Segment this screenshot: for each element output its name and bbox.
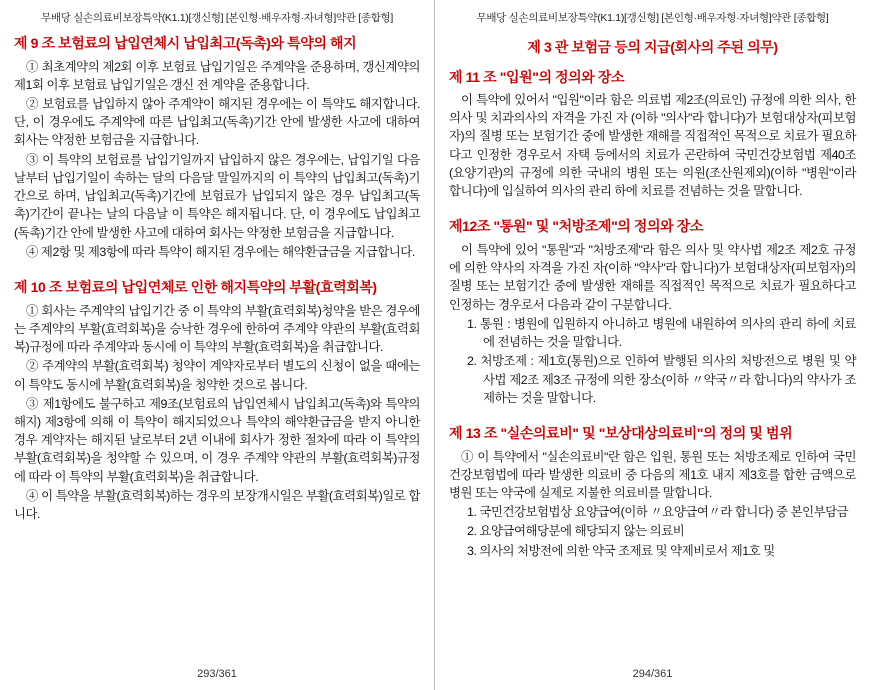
chapter-title: 제 3 관 보험금 등의 지급(회사의 주된 의무) bbox=[527, 39, 778, 55]
paragraph: ① 회사는 주계약의 납입기간 중 이 특약의 부활(효력회복)청약을 받은 경우에는 주계약의 부활(효력회복)을 승낙한 경우에 한하여 주계약 약관의 부활(효력회복)규정에 따라 주계약과 동시에 이 특약의 부활(효력회복)을 취급합니다. bbox=[14, 303, 420, 355]
section-article-11 bbox=[449, 69, 856, 201]
paragraph: ④ 제2항 및 제3항에 따라 특약이 해지된 경우에는 해약환급금을 지급합니다. bbox=[26, 244, 415, 259]
spacer bbox=[449, 409, 856, 415]
page-number-left: 293/361 bbox=[197, 668, 237, 680]
paragraph: ③ 제1항에도 불구하고 제9조(보험료의 납입연체시 납입최고(독촉)와 특약의 해지) 제3항에 의해 이 특약이 해지되었으나 특약의 해약환급금을 받지 아니한 경우 계약자는 해지된 날로부터 2년 이내에 회사가 정한 절차에 따라 이 특약의 부활(효력회복)을 청약할 수 있으며, 이 경우 주계약 약관의 부활(효력회복)규정에 따라 이 특약의 부활(효력회복)을 취급합니다. bbox=[14, 396, 420, 484]
paragraph: ① 최초계약의 제2회 이후 보험료 납입기일은 주계약을 준용하며, 갱신계약의 제1회 이후 보험료 납입기일은 갱신 전 계약을 준용합니다. bbox=[14, 59, 420, 92]
paragraph: 이 특약에 있어 "통원"과 "처방조제"라 함은 의사 및 약사법 제2조 제2호 규정에 의한 약사의 자격을 가진 자(이하 "약사"라 합니다)가 보험대상자(피보험자)의 질병 또는 보험기간 중에 발생한 재해를 직접적인 목적으로 치료가 필요하다고 인정하는 경우로서 다음과 같이 구분합니다. bbox=[449, 242, 856, 312]
section-article-9 bbox=[14, 35, 420, 261]
page-right bbox=[435, 0, 870, 690]
section-article-12 bbox=[449, 218, 856, 407]
spacer bbox=[14, 263, 420, 269]
page-header-right: 무배당 실손의료비보장특약(K1.1)[갱신형] [본인형·배우자형·자녀형]약관 [종합형] bbox=[476, 12, 829, 24]
paragraph: ① 이 특약에서 "실손의료비"란 함은 입원, 통원 또는 처방조제로 인하여 국민건강보험법에 따라 발생한 의료비 중 다음의 제1호 내지 제3호를 합한 금액으로 병원 또는 약국에 실제로 지불한 의료비를 말합니다. bbox=[449, 449, 856, 500]
section-article-13 bbox=[449, 425, 856, 560]
list-item: 1. 국민건강보험법상 요양급여(이하 〃요양급여〃라 합니다) 중 본인부담금 bbox=[467, 505, 849, 520]
paragraph: ② 주계약의 부활(효력회복) 청약이 계약자로부터 별도의 신청이 없을 때에는 이 특약도 동시에 부활(효력회복)을 청약한 것으로 봅니다. bbox=[14, 359, 420, 392]
section-title-article-13: 제 13 조 "실손의료비" 및 "보상대상의료비"의 정의 및 범위 bbox=[449, 425, 793, 442]
list-item: 2. 처방조제 : 제1호(통원)으로 인하여 발행된 의사의 처방전으로 병원 및 약사법 제2조 제3조 규정에 의한 장소(이하 〃약국〃라 합니다)의 약사가 조제하는 것을 말합니다. bbox=[467, 354, 856, 405]
paragraph: 이 특약에 있어서 "입원"이라 함은 의료법 제2조(의료인) 규정에 의한 의사, 한의사 및 치과의사의 자격을 가진 자 (이하 "의사"라 합니다)가 보험대상자(피보험자)의 질병 또는 보험기간 중에 발생한 재해를 직접적인 목적으로 치료가 필요하다고 인정한 경우로서 자택 등에서의 치료가 곤란하여 국민건강보험법 제40조 (요양기관)의 규정에 의한 국내의 병원 또는 의원(조산원제외)(이하 "병원"이라 합니다)에 입실하여 의사의 관리 하에 치료를 전념하는 것을 말합니다. bbox=[449, 93, 856, 199]
section-title-article-10: 제 10 조 보험료의 납입연체로 인한 해지특약의 부활(효력회복) bbox=[14, 279, 377, 296]
section-title-article-9: 제 9 조 보험료의 납입연체시 납입최고(독촉)와 특약의 해지 bbox=[14, 35, 357, 51]
paragraph: ④ 이 특약을 부활(효력회복)하는 경우의 보장개시일은 부활(효력회복)일로 합니다. bbox=[14, 488, 420, 522]
list-item: 3. 의사의 처방전에 의한 약국 조제료 및 약제비로서 제1호 및 bbox=[467, 543, 775, 558]
list-item: 2. 요양급여해당분에 해당되지 않는 의료비 bbox=[467, 524, 685, 539]
section-title-article-11: 제 11 조 "입원"의 정의와 장소 bbox=[449, 68, 625, 85]
page-number-right: 294/361 bbox=[632, 668, 673, 680]
paragraph: ③ 이 특약의 보험료를 납입기일까지 납입하지 않은 경우에는, 납입기일 다음날부터 납입기일이 속하는 달의 다음달 말일까지의 이 특약의 납입최고(독촉)기간으로 하며, 납입최고(독촉)기간에 보험료가 납입되지 않은 경우 납입최고(독촉)기간이 끝나는 날의 다음날 이 특약은 해지됩니다. 단, 이 경우에도 납입최고(독촉)기간 안에 발생한 사고에 대하여 회사는 약정한 보험금을 지급합니다. bbox=[14, 152, 420, 240]
paragraph: ② 보험료를 납입하지 않아 주계약이 해지된 경우에는 이 특약도 해지합니다. 단, 이 경우에도 주계약에 따른 납입최고(독촉)기간 안에 발생한 사고에 대하여 회사는 약정한 보험금을 지급합니다. bbox=[14, 96, 420, 148]
spacer bbox=[449, 202, 856, 208]
section-title-article-12: 제12조 "통원" 및 "처방조제"의 정의와 장소 bbox=[449, 218, 704, 235]
page-header-left: 무배당 실손의료비보장특약(K1.1)[갱신형] [본인형·배우자형·자녀형]약관 [종합형] bbox=[40, 12, 394, 24]
list-item: 1. 통원 : 병원에 입원하지 아니하고 병원에 내원하여 의사의 관리 하에 치료에 전념하는 것을 말합니다. bbox=[467, 316, 856, 350]
section-article-10 bbox=[14, 279, 420, 523]
